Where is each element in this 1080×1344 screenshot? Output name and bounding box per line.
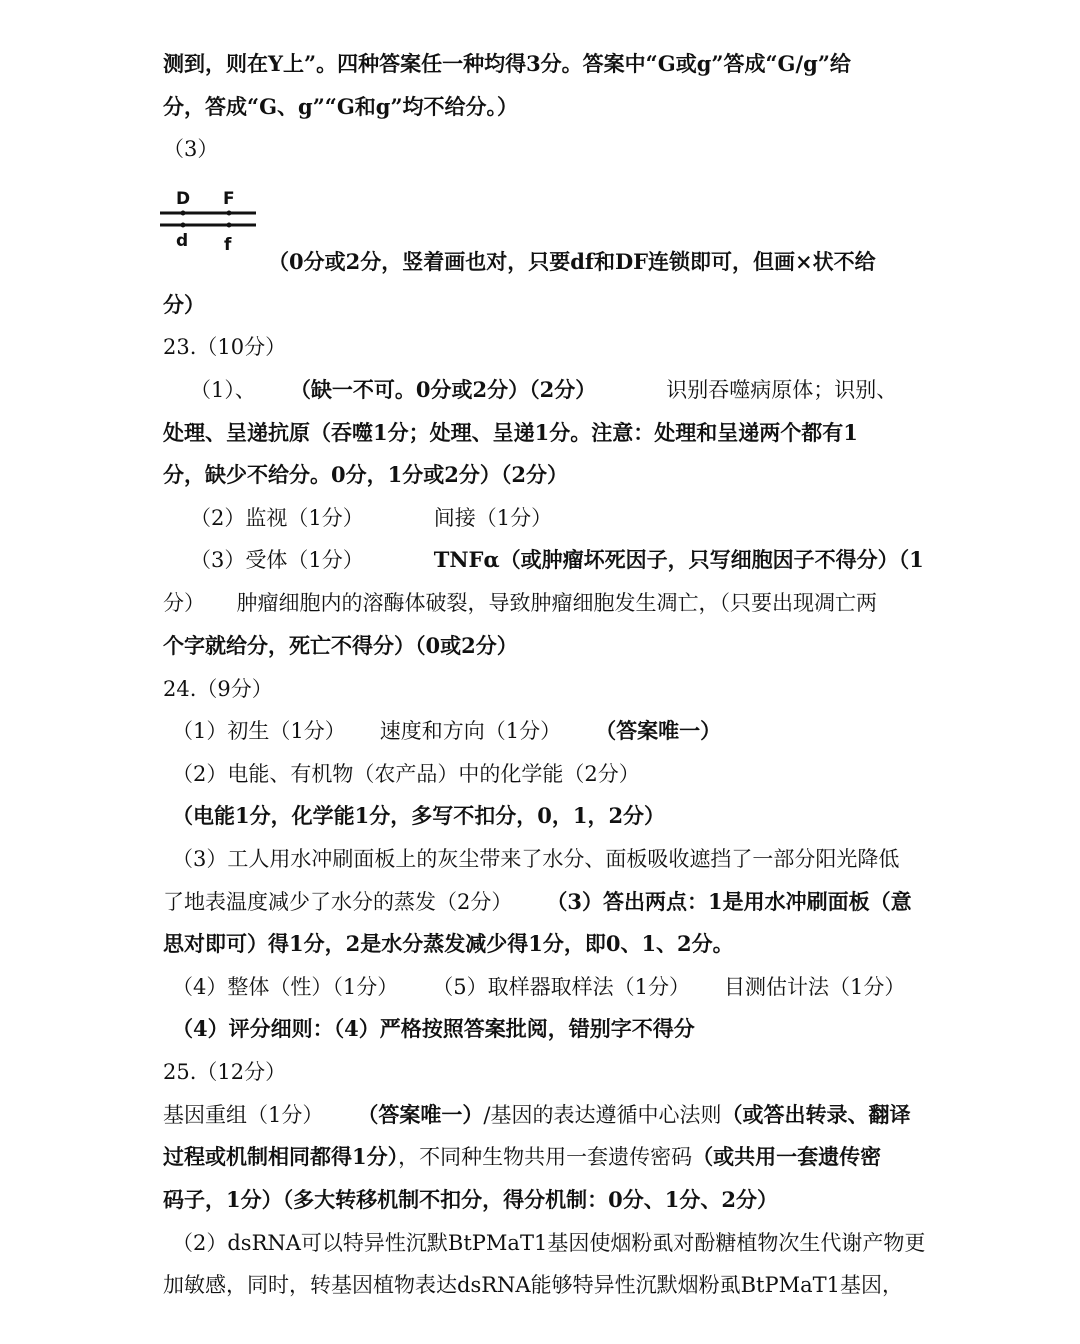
text-span: （3）答出两点：1是用水冲刷面板（意 (546, 889, 912, 914)
text-span: ，不同种生物共用一套遗传密码 (398, 1145, 693, 1169)
text-span: 了地表温度减少了水分的蒸发（2分） (163, 890, 513, 914)
text-span: 过程或机制相同都得1分） (163, 1144, 399, 1169)
allele-label: d (176, 231, 189, 251)
text-span: （或答出转录、翻译 (721, 1102, 911, 1127)
locus-dot (227, 211, 232, 216)
text-line: （2）dsRNA可以特异性沉默BtPMaT1基因使烟粉虱对酚糖植物次生代谢产物更 (172, 1231, 926, 1255)
text-span: （4）整体（性）（1分） (172, 975, 399, 999)
text-line (163, 1101, 910, 1129)
text-span: 识别吞噬病原体；识别、 (666, 378, 898, 402)
text-line: 分，缺少不给分。0分，1分或2分）（2分） (163, 462, 568, 487)
text-span: （3）受体（1分） (190, 548, 364, 572)
question-heading: 24.（9分） (163, 677, 273, 701)
text-span: （或共用一套遗传密 (692, 1144, 882, 1169)
text-span: 目测估计法（1分） (723, 975, 906, 999)
text-span: 间接（1分） (433, 506, 553, 530)
text-span: （2）监视（1分） (190, 506, 364, 530)
text-span: 基因重组（1分） (163, 1103, 324, 1127)
text-line: （3） (163, 137, 219, 161)
allele-label: f (224, 235, 232, 255)
text-line (190, 546, 924, 574)
text-line (163, 1143, 881, 1171)
text-line: 测到，则在Y上”。四种答案任一种均得3分。答案中“G或g”答成“G/g”给 (163, 51, 851, 76)
locus-dot (181, 223, 186, 228)
text-span: （答案唯一） (595, 718, 722, 743)
locus-dot (227, 223, 232, 228)
text-line: 分） (163, 292, 205, 317)
text-line: 分） 肿瘤细胞内的溶酶体破裂，导致肿瘤细胞发生凋亡，（只要出现凋亡两 (163, 591, 877, 615)
text-span: 速度和方向（1分） (379, 719, 562, 743)
text-line: （2）电能、有机物（农产品）中的化学能（2分） (172, 762, 640, 786)
allele-label: D (176, 189, 191, 209)
text-line (190, 504, 552, 532)
text-line: 码子，1分）（多大转移机制不扣分，得分机制：0分、1分、2分） (163, 1187, 778, 1212)
text-line: （3）工人用水冲刷面板上的灰尘带来了水分、面板吸收遮挡了一部分阳光降低 (172, 847, 900, 871)
text-line: 个字就给分，死亡不得分）（0或2分） (163, 633, 518, 658)
question-heading: 23.（10分） (163, 335, 287, 359)
text-span: /基因的表达遵循中心法则 (483, 1103, 722, 1127)
text-line: 分，答成“G、g”“G和g”均不给分。） (163, 94, 519, 119)
text-span: （1）、 (190, 378, 256, 402)
text-line (163, 888, 912, 916)
text-line: （电能1分，化学能1分，多写不扣分，0，1，2分） (172, 803, 666, 828)
text-line (190, 376, 897, 404)
question-heading: 25.（12分） (163, 1060, 287, 1084)
text-span: （1）初生（1分） (172, 719, 346, 743)
allele-label: F (223, 189, 235, 209)
text-line: （0分或2分，竖着画也对，只要df和DF连锁即可，但画×状不给 (268, 249, 876, 274)
text-span: （答案唯一） (357, 1102, 484, 1127)
text-line: 思对即可）得1分，2是水分蒸发减少得1分，即0、1、2分。 (163, 931, 734, 956)
text-line: 处理、呈递抗原（吞噬1分；处理、呈递1分。注意：处理和呈递两个都有1 (163, 420, 858, 445)
chromosome-diagram (158, 186, 268, 256)
text-span: （缺一不可。0分或2分）（2分） (289, 377, 597, 402)
text-line (172, 973, 905, 1001)
text-line: 加敏感，同时，转基因植物表达dsRNA能够特异性沉默烟粉虱BtPMaT1基因， (163, 1273, 903, 1297)
text-span: TNFα（或肿瘤坏死因子，只写细胞因子不得分）（1 (433, 547, 924, 572)
locus-dot (181, 211, 186, 216)
text-line (172, 717, 721, 745)
text-line: （4）评分细则：（4）严格按照答案批阅，错别字不得分 (172, 1016, 695, 1041)
text-span: （5）取样器取样法（1分） (432, 975, 690, 999)
